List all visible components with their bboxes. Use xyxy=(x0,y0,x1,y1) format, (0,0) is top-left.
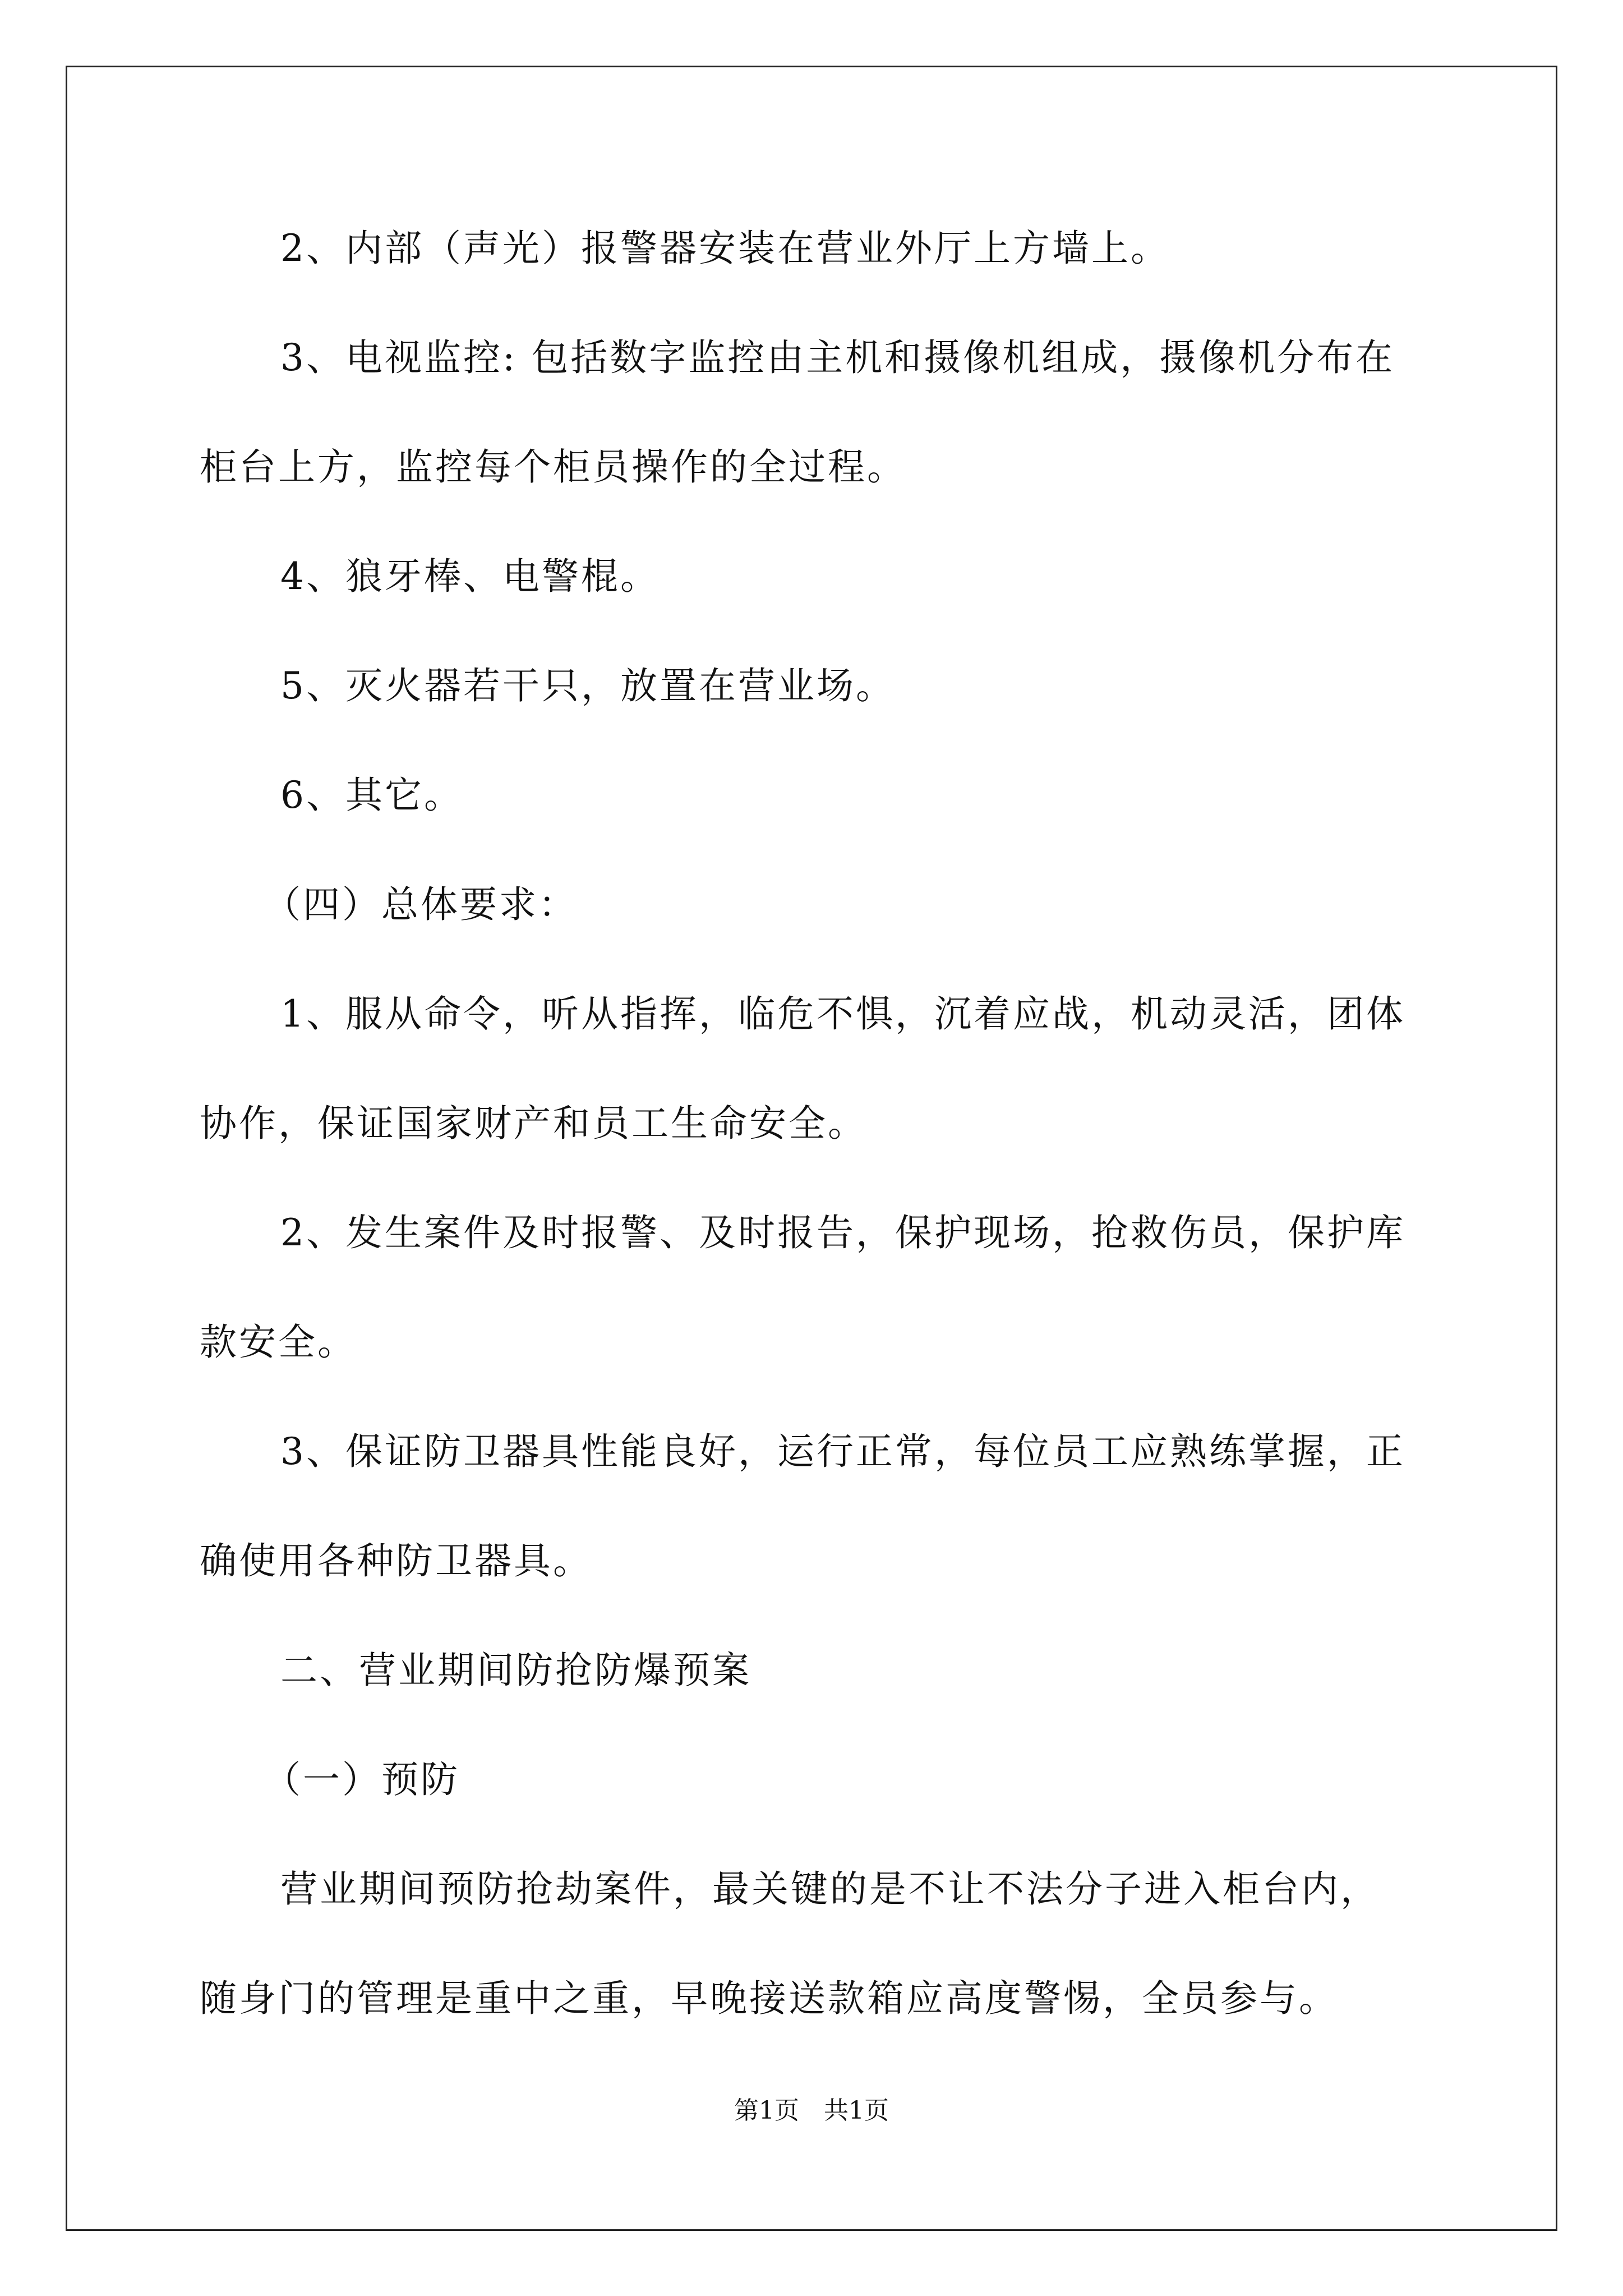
section-heading: （四）总体要求： xyxy=(264,883,578,926)
text-line: 营业期间预防抢劫案件，最关键的是不让不法分子进入柜台内， xyxy=(280,1867,1380,1911)
section-heading: （一）预防 xyxy=(264,1758,460,1801)
text-line: 2、内部（声光）报警器安装在营业外厅上方墙上。 xyxy=(280,227,1170,270)
text-line: 3、电视监控: 包括数字监控由主机和摄像机组成，摄像机分布在 xyxy=(280,336,1395,379)
text-line: 柜台上方，监控每个柜员操作的全过程。 xyxy=(200,445,906,489)
text-line: 款安全。 xyxy=(200,1320,357,1364)
text-line: 3、保证防卫器具性能良好，运行正常，每位员工应熟练掌握，正 xyxy=(280,1430,1405,1473)
text-line: 2、发生案件及时报警、及时报告，保护现场，抢救伤员，保护库 xyxy=(280,1211,1405,1254)
text-line: 6、其它。 xyxy=(280,774,463,817)
text-line: 4、狼牙棒、电警棍。 xyxy=(280,555,660,598)
section-heading: 二、营业期间防抢防爆预案 xyxy=(280,1649,751,1692)
text-line: 1、服从命令，听从指挥，临危不惧，沉着应战，机动灵活，团体 xyxy=(280,992,1405,1036)
text-line: 确使用各种防卫器具。 xyxy=(200,1539,592,1582)
text-line: 随身门的管理是重中之重，早晚接送款箱应高度警惕，全员参与。 xyxy=(200,1977,1338,2020)
text-line: 协作，保证国家财产和员工生命安全。 xyxy=(200,1102,867,1145)
text-line: 5、灭火器若干只，放置在营业场。 xyxy=(280,664,895,707)
page-footer: 第1页 共1页 xyxy=(734,2096,889,2125)
